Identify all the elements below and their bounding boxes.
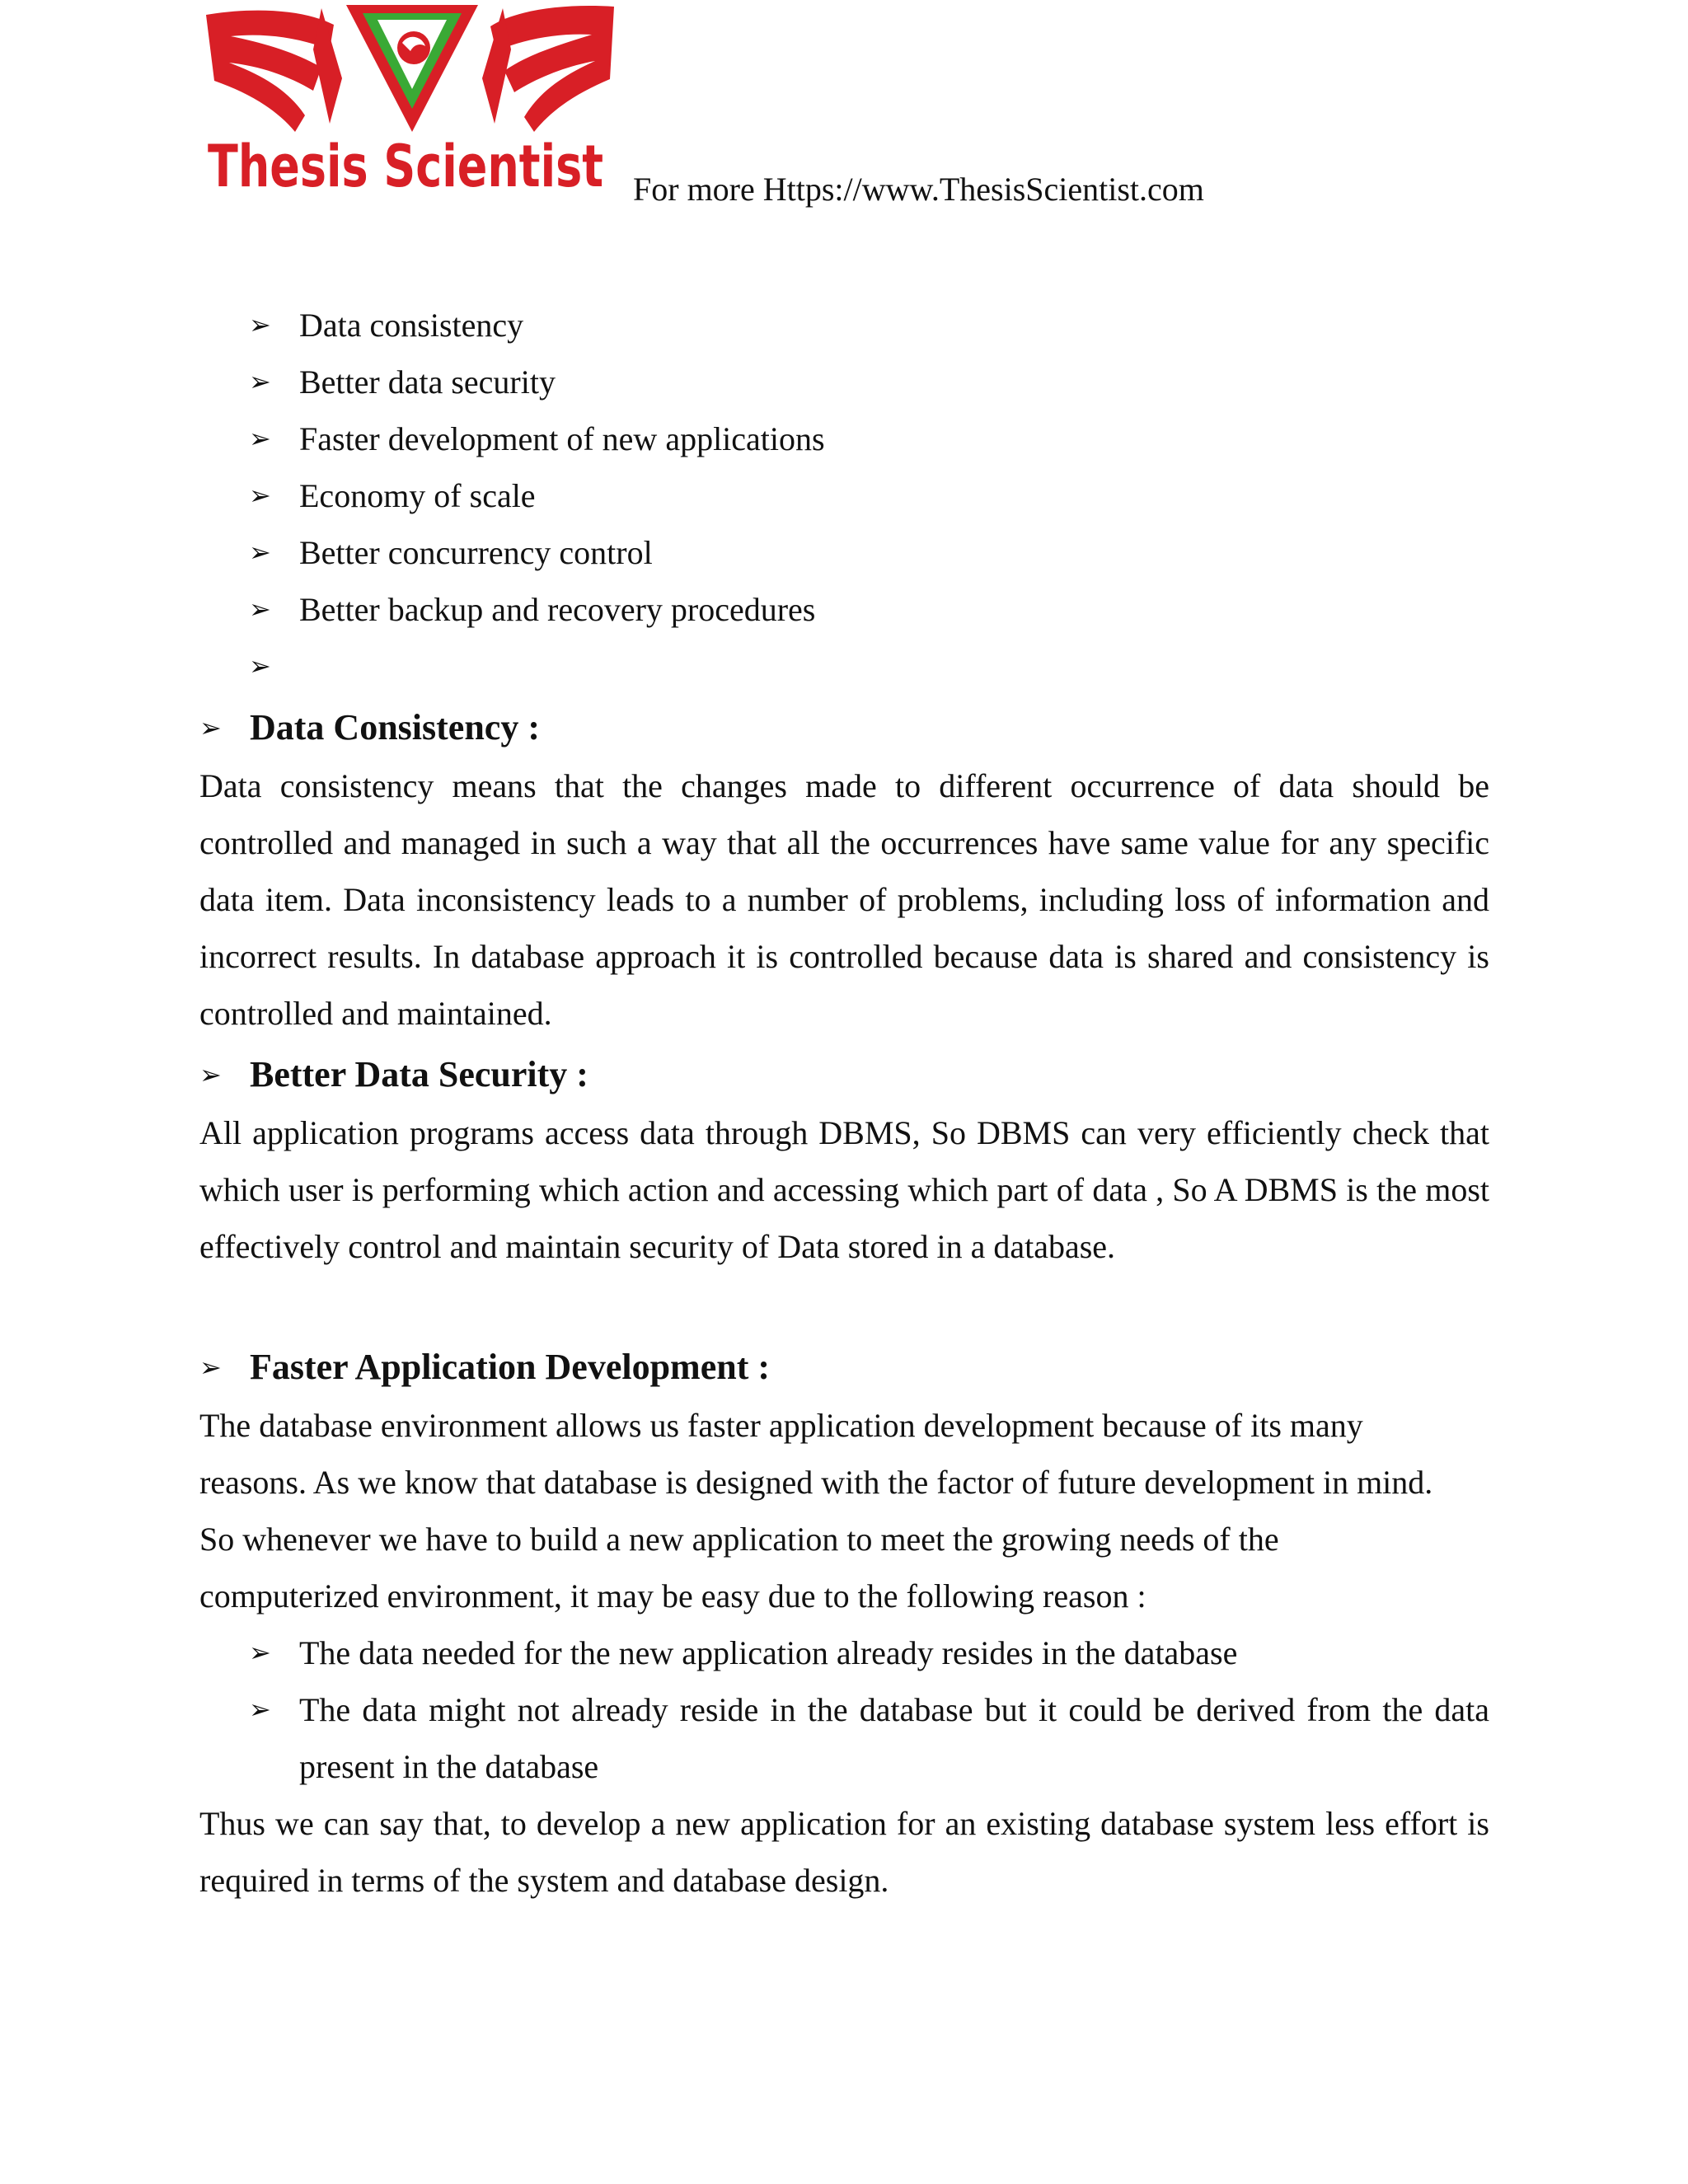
list-item-text: Better data security (299, 363, 556, 401)
list-item-text: Better backup and recovery procedures (299, 591, 816, 628)
logo-wordmark (208, 132, 612, 212)
list-item (199, 1624, 1489, 1681)
list-item (199, 638, 1489, 695)
arrow-bullet-icon: ➢ (249, 1694, 271, 1725)
arrow-bullet-icon: ➢ (249, 537, 271, 568)
list-item-text: Better concurrency control (299, 534, 653, 571)
heading-text: Better Data Security : (250, 1054, 588, 1094)
svg-text:Thesis Scientist: Thesis Scientist (208, 133, 603, 200)
list-item-text: The data might not already reside in the database but it could be derived from the data present in the database (299, 1691, 1489, 1785)
section-heading-data-consistency (199, 698, 1489, 757)
list-item (199, 410, 1489, 467)
advantages-list (199, 297, 1489, 695)
paragraph-line: reasons. As we know that database is designed with the factor of future development in mind. (199, 1464, 1433, 1501)
list-item (199, 581, 1489, 638)
arrow-bullet-icon: ➢ (249, 1637, 271, 1668)
list-item (199, 297, 1489, 354)
blank-line (199, 1275, 1489, 1334)
arrow-bullet-icon: ➢ (249, 423, 271, 454)
arrow-bullet-icon: ➢ (199, 1059, 222, 1090)
paragraph-conclusion: Thus we can say that, to develop a new application for an existing database system less effort is required in terms of the system and database design. (199, 1805, 1489, 1899)
section-heading-faster-application-development (199, 1338, 1489, 1397)
document-body (199, 297, 1489, 1909)
section-heading-better-data-security (199, 1045, 1489, 1104)
logo-emblem-icon (198, 0, 626, 140)
arrow-bullet-icon: ➢ (199, 1352, 222, 1383)
heading-text: Data Consistency : (250, 707, 540, 748)
list-item (199, 467, 1489, 524)
list-item-text: Economy of scale (299, 477, 536, 514)
arrow-bullet-icon: ➢ (249, 480, 271, 511)
arrow-bullet-icon: ➢ (249, 593, 271, 625)
paragraph-line: computerized environment, it may be easy due to the following reason : (199, 1577, 1146, 1615)
page-header (198, 0, 1517, 223)
list-item-text: The data needed for the new application already resides in the database (299, 1634, 1238, 1671)
website-link[interactable]: For more Https://www.ThesisScientist.com (633, 171, 1204, 208)
paragraph-line: The database environment allows us faster application development because of its many (199, 1407, 1363, 1444)
list-item (199, 1681, 1489, 1795)
list-item-text: Data consistency (299, 307, 524, 344)
paragraph-data-consistency: Data consistency means that the changes made to different occurrence of data should be controlled and managed in such a way that all the occurrences have same value for any specific data item. Data inconsistency leads to a number of problems, including loss of information and incorrect results. In database approach it is controlled because data is shared and consistency is controlled and maintained. (199, 767, 1489, 1032)
list-item (199, 354, 1489, 410)
list-item (199, 524, 1489, 581)
heading-text: Faster Application Development : (250, 1347, 771, 1387)
reasons-list (199, 1624, 1489, 1795)
arrow-bullet-icon: ➢ (249, 650, 271, 682)
logo-wordmark-art (208, 132, 612, 198)
paragraph-better-data-security: All application programs access data through DBMS, So DBMS can very efficiently check that which user is performing which action and accessing which part of data , So A DBMS is the most effectively control and maintain security of Data stored in a database. (199, 1114, 1489, 1265)
paragraph-line: So whenever we have to build a new application to meet the growing needs of the (199, 1521, 1279, 1558)
thesis-scientist-logo (198, 0, 626, 214)
arrow-bullet-icon: ➢ (249, 366, 271, 397)
arrow-bullet-icon: ➢ (199, 712, 222, 743)
arrow-bullet-icon: ➢ (249, 309, 271, 340)
list-item-text: Faster development of new applications (299, 420, 825, 457)
